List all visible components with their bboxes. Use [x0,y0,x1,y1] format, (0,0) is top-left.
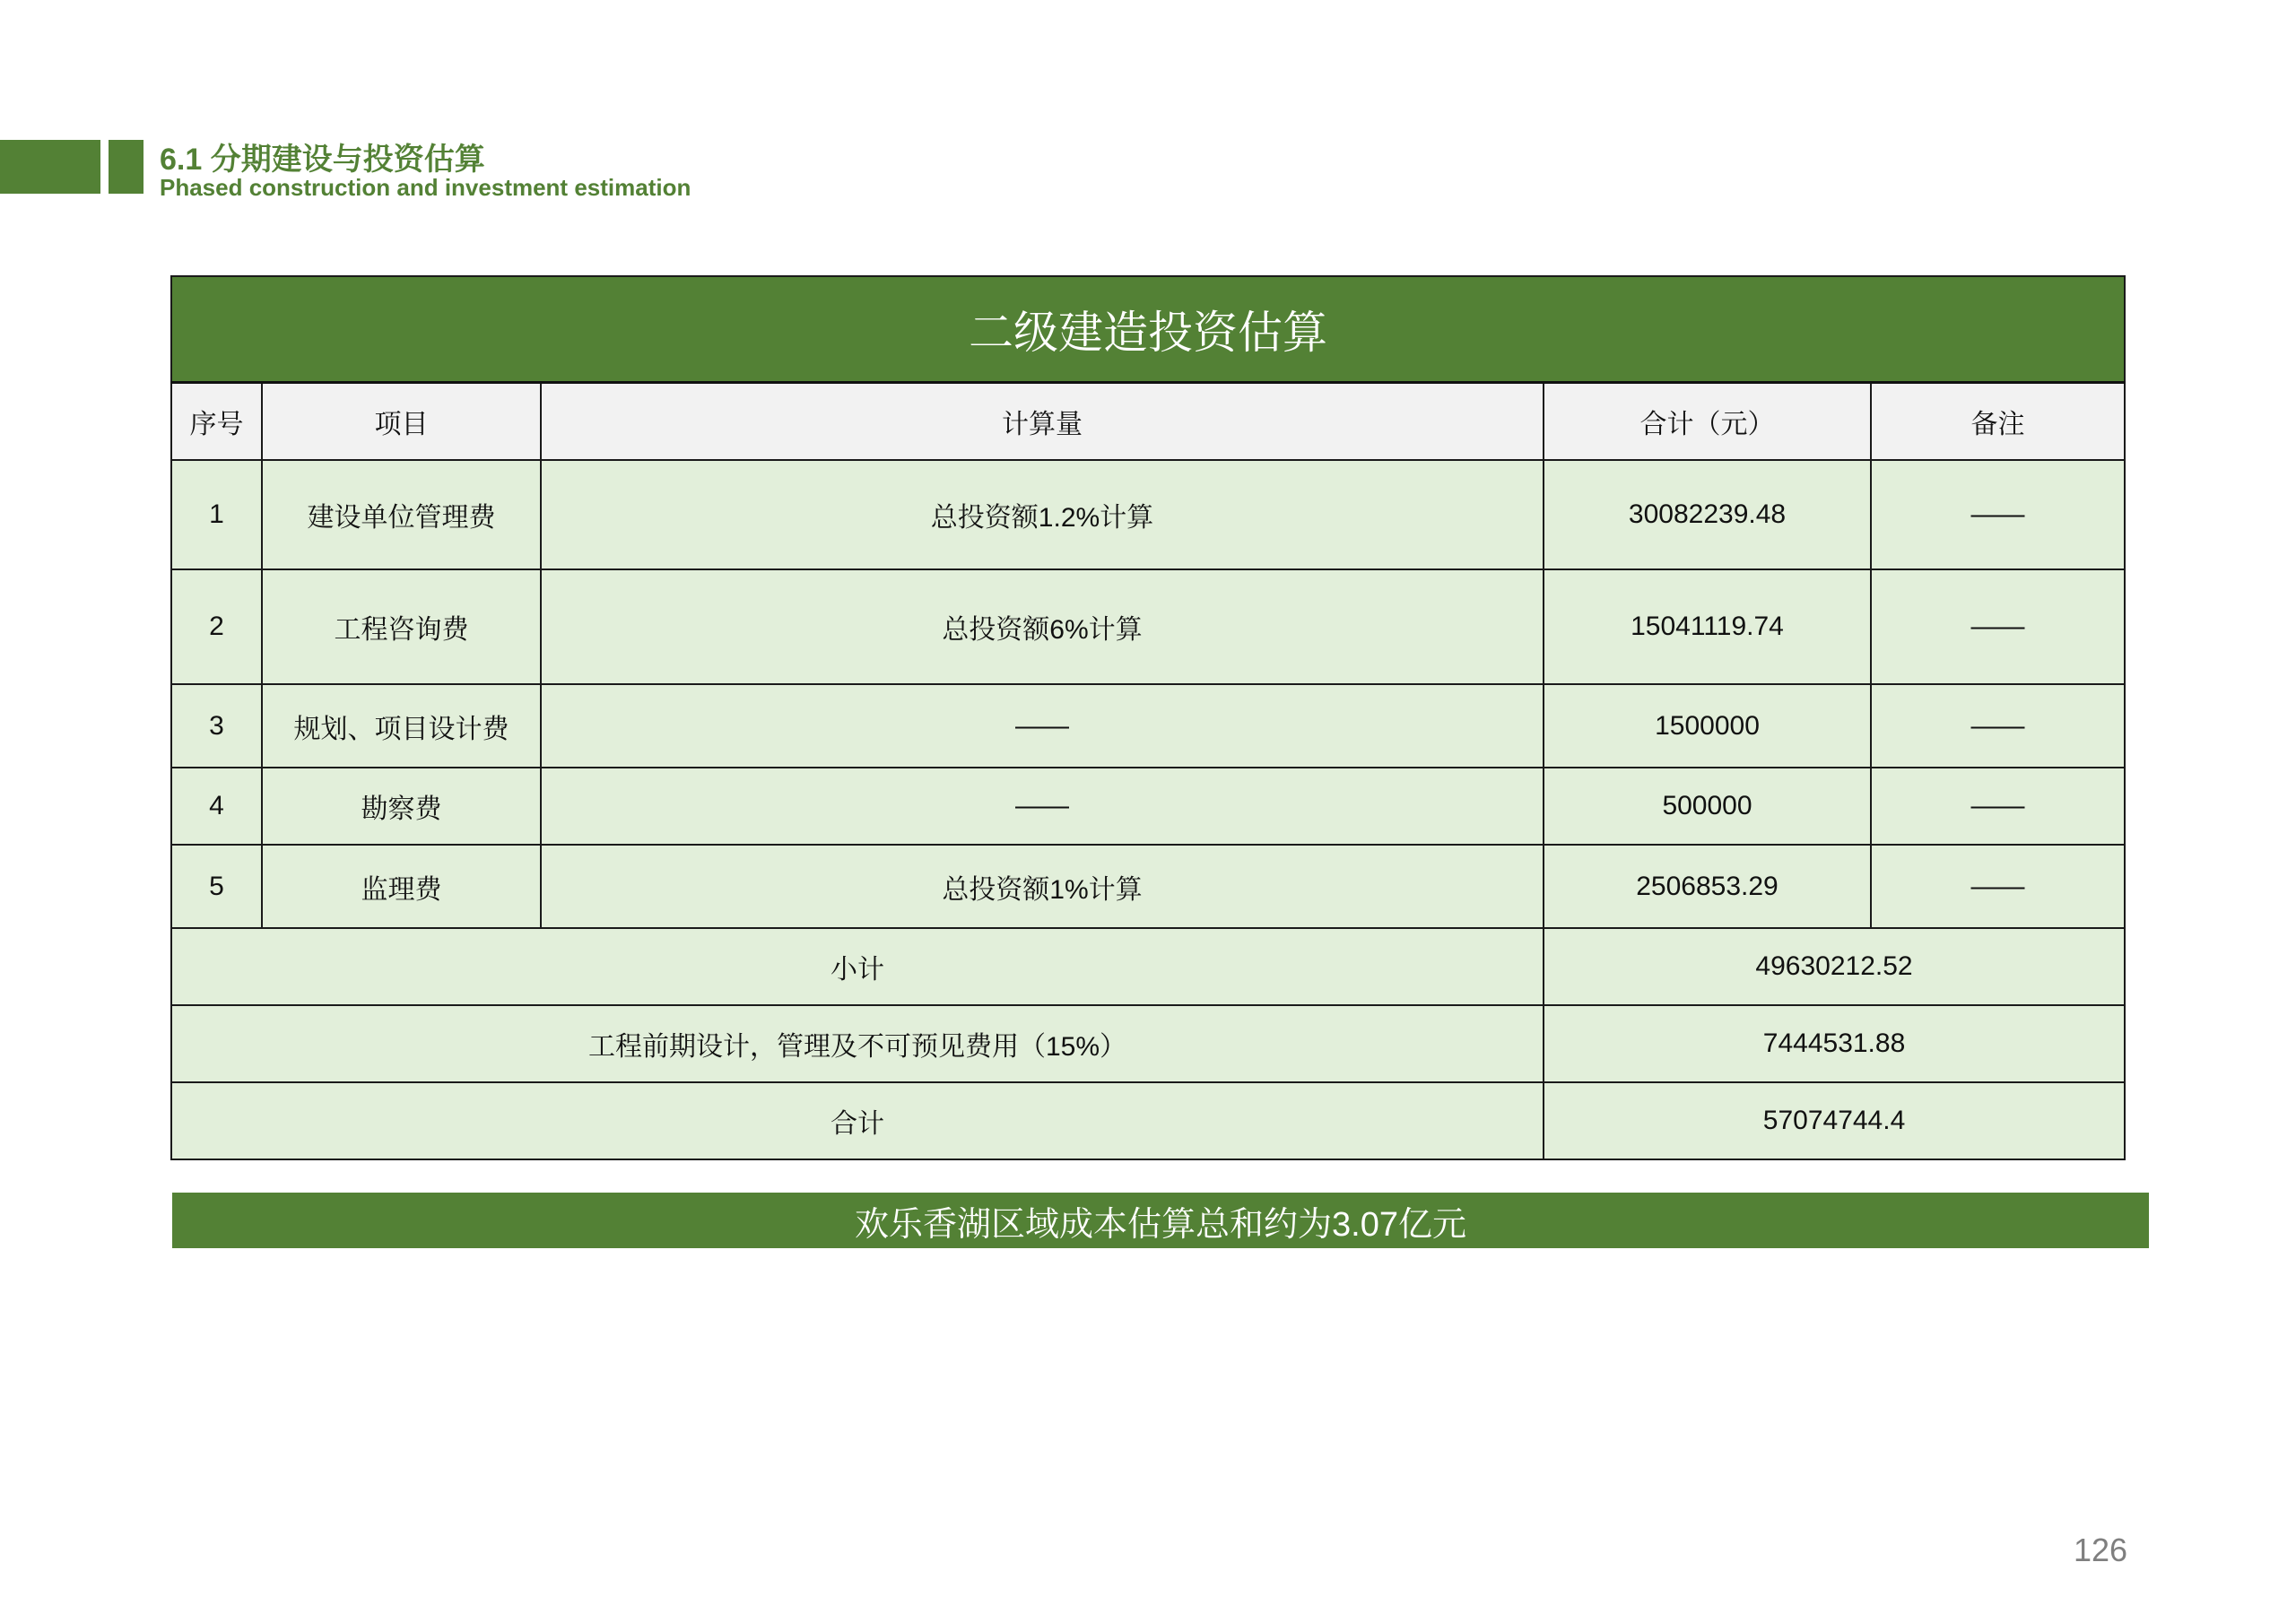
header-decoration-block-small [109,140,144,194]
table-row [171,569,2125,684]
cell-total: 30082239.48 [1544,460,1871,569]
cell-calc: 总投资额6%计算 [541,569,1544,684]
summary-label: 小计 [171,928,1544,1005]
summary-value: 7444531.88 [1544,1005,2125,1082]
cell-no: 2 [171,569,262,684]
cell-item: 工程咨询费 [262,569,541,684]
cell-item: 勘察费 [262,768,541,845]
cell-note: —— [1871,569,2125,684]
table-row [171,768,2125,845]
table-title-row [171,276,2125,383]
header-item: 项目 [262,383,541,461]
summary-row-subtotal [171,928,2125,1005]
summary-value: 57074744.4 [1544,1082,2125,1159]
table-header-row [171,383,2125,461]
summary-value: 49630212.52 [1544,928,2125,1005]
cell-no: 1 [171,460,262,569]
cell-item: 监理费 [262,845,541,928]
cell-total: 1500000 [1544,684,1871,768]
header-no: 序号 [171,383,262,461]
cell-total: 15041119.74 [1544,569,1871,684]
cell-total: 2506853.29 [1544,845,1871,928]
summary-banner [172,1193,2149,1248]
cell-calc: 总投资额1%计算 [541,845,1544,928]
cell-no: 5 [171,845,262,928]
cell-total: 500000 [1544,768,1871,845]
cell-note: —— [1871,684,2125,768]
cell-note: —— [1871,768,2125,845]
cell-note: —— [1871,460,2125,569]
section-title: 6.1 分期建设与投资估算 [160,143,485,177]
table-row [171,845,2125,928]
cell-calc: 总投资额1.2%计算 [541,460,1544,569]
table-title: 二级建造投资估算 [171,276,2125,383]
cell-calc: —— [541,768,1544,845]
summary-row-total [171,1082,2125,1159]
investment-estimate-table [170,275,2126,1160]
summary-banner-text: 欢乐香湖区域成本估算总和约为3.07亿元 [855,1205,1466,1244]
section-subtitle: Phased construction and investment estimation [160,174,691,201]
cell-item: 规划、项目设计费 [262,684,541,768]
cell-note: —— [1871,845,2125,928]
header-note: 备注 [1871,383,2125,461]
summary-row-contingency [171,1005,2125,1082]
summary-label: 工程前期设计，管理及不可预见费用（15%） [171,1005,1544,1082]
page-number: 126 [2074,1532,2128,1568]
summary-label: 合计 [171,1082,1544,1159]
table-row [171,684,2125,768]
header-decoration-block-large [0,140,100,194]
header-total: 合计（元） [1544,383,1871,461]
cell-item: 建设单位管理费 [262,460,541,569]
cell-no: 3 [171,684,262,768]
cell-no: 4 [171,768,262,845]
cell-calc: —— [541,684,1544,768]
header-calc: 计算量 [541,383,1544,461]
table-row [171,460,2125,569]
